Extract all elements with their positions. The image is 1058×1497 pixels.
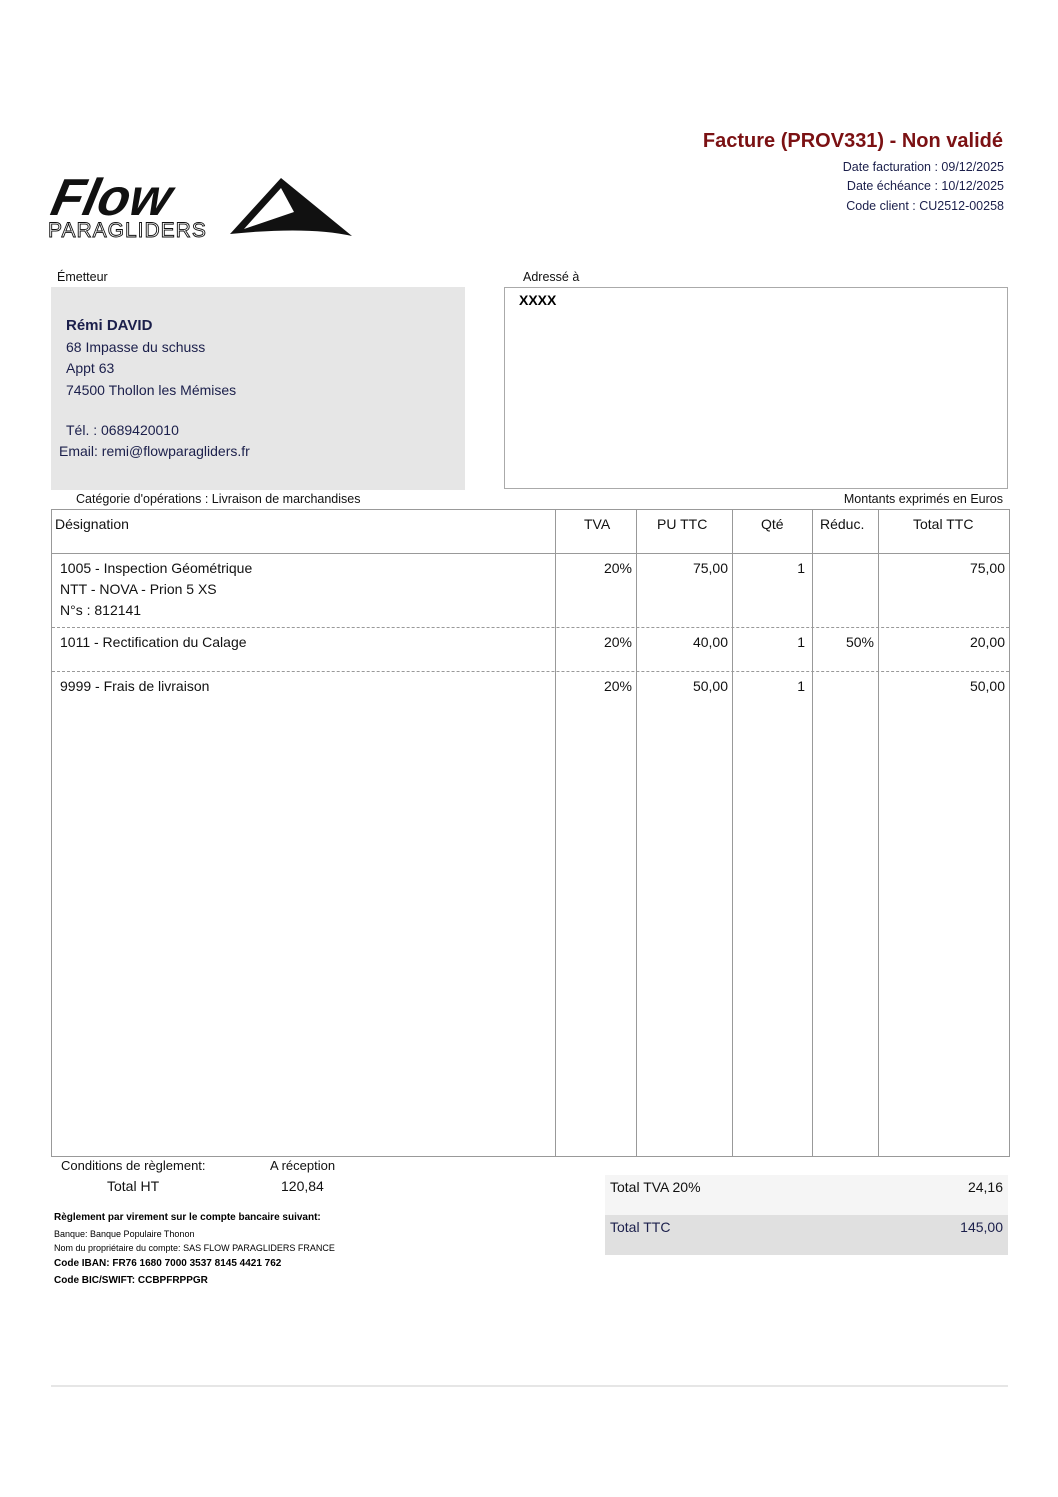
emitter-address1: 68 Impasse du schuss xyxy=(66,339,206,355)
invoice-lines-table xyxy=(51,509,1010,1157)
logo-graphic xyxy=(48,172,354,242)
row-tva: 20% xyxy=(603,678,632,694)
currency-note: Montants exprimés en Euros xyxy=(843,492,1003,506)
svg-text:PARAGLIDERS: PARAGLIDERS xyxy=(48,219,207,242)
row-designation: 9999 - Frais de livraison xyxy=(60,678,210,694)
bank-iban: Code IBAN: FR76 1680 7000 3537 8145 4421 762 xyxy=(54,1258,282,1269)
payment-conditions-value: A réception xyxy=(270,1158,336,1173)
header-qty: Qté xyxy=(761,516,784,532)
emitter-email: Email: remi@flowparagliders.fr xyxy=(59,443,250,459)
row-tva: 20% xyxy=(603,634,632,650)
emitter-label: Émetteur xyxy=(57,270,108,284)
bank-owner: Nom du propriétaire du compte: SAS FLOW PARAGLIDERS FRANCE xyxy=(54,1243,335,1253)
emitter-phone: Tél. : 0689420010 xyxy=(66,422,179,438)
row-total: 20,00 xyxy=(969,634,1005,650)
recipient-label: Adressé à xyxy=(523,270,580,284)
payment-conditions-label: Conditions de règlement: xyxy=(61,1158,206,1173)
row-pu: 50,00 xyxy=(692,678,728,694)
recipient-box xyxy=(504,287,1008,489)
emitter-address2: Appt 63 xyxy=(66,360,115,376)
row-qty: 1 xyxy=(797,634,805,650)
bank-name: Banque: Banque Populaire Thonon xyxy=(54,1229,195,1239)
emitter-city: 74500 Thollon les Mémises xyxy=(66,382,237,398)
bank-bic: Code BIC/SWIFT: CCBPFRPPGR xyxy=(54,1275,208,1286)
client-code: Code client : CU2512-00258 xyxy=(846,199,1004,213)
total-tva-label: Total TVA 20% xyxy=(610,1179,701,1195)
row-pu: 75,00 xyxy=(692,560,728,576)
total-ht-label: Total HT xyxy=(107,1178,160,1194)
recipient-name: XXXX xyxy=(519,292,557,308)
row-designation: 1005 - Inspection Géométrique xyxy=(60,560,253,576)
bank-heading: Règlement par virement sur le compte bancaire suivant: xyxy=(54,1212,321,1223)
total-ht-value: 120,84 xyxy=(281,1178,324,1194)
total-ttc-value: 145,00 xyxy=(960,1219,1003,1235)
svg-text:Flow: Flow xyxy=(48,172,178,227)
header-tva: TVA xyxy=(584,516,611,532)
invoice-title: Facture (PROV331) - Non validé xyxy=(702,130,1003,152)
row-designation: 1011 - Rectification du Calage xyxy=(60,634,247,650)
header-designation: Désignation xyxy=(55,516,129,532)
header-total-ttc: Total TTC xyxy=(913,516,974,532)
header-pu-ttc: PU TTC xyxy=(657,516,708,532)
total-ttc-label: Total TTC xyxy=(610,1219,671,1235)
row-detail: NTT - NOVA - Prion 5 XS xyxy=(60,581,217,597)
row-pu: 40,00 xyxy=(692,634,728,650)
emitter-name: Rémi DAVID xyxy=(66,317,153,334)
due-date: Date échéance : 10/12/2025 xyxy=(846,179,1004,193)
row-reduc: 50% xyxy=(845,634,874,650)
invoice-date: Date facturation : 09/12/2025 xyxy=(842,160,1004,174)
row-qty: 1 xyxy=(797,678,805,694)
footer-divider xyxy=(51,1385,1008,1387)
table-row xyxy=(60,558,252,621)
row-serial: N°s : 812141 xyxy=(60,602,142,618)
company-logo xyxy=(48,172,354,242)
row-tva: 20% xyxy=(603,560,632,576)
row-qty: 1 xyxy=(797,560,805,576)
row-total: 75,00 xyxy=(969,560,1005,576)
header-reduc: Réduc. xyxy=(820,516,865,532)
emitter-box xyxy=(51,287,465,490)
total-ttc-row xyxy=(605,1215,1008,1255)
operations-category: Catégorie d'opérations : Livraison de marchandises xyxy=(76,492,361,506)
row-total: 50,00 xyxy=(969,678,1005,694)
total-tva-value: 24,16 xyxy=(967,1179,1003,1195)
total-tva-row xyxy=(605,1175,1008,1215)
